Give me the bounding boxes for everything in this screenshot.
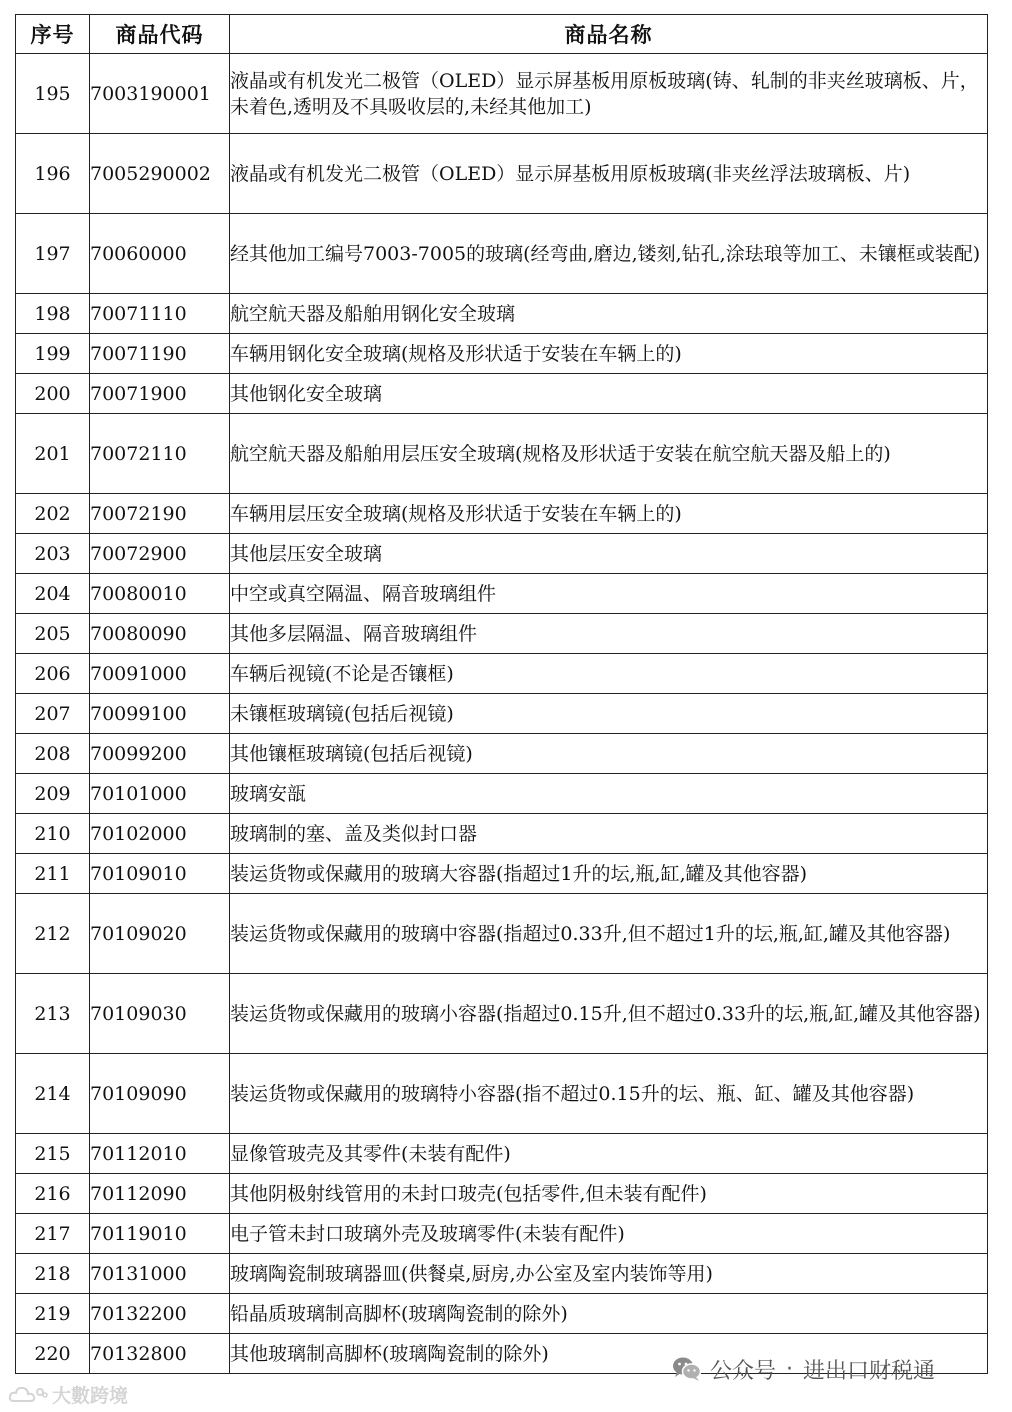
- row-name: 航空航天器及船舶用层压安全玻璃(规格及形状适于安装在航空航天器及船上的): [230, 414, 988, 494]
- row-seq: 218: [16, 1254, 90, 1294]
- footer: [0, 1348, 1012, 1412]
- table-row: [16, 734, 988, 774]
- table-row: [16, 974, 988, 1054]
- table-row: [16, 574, 988, 614]
- row-code: 70101000: [90, 774, 230, 814]
- row-seq: 195: [16, 54, 90, 134]
- row-seq: 220: [16, 1334, 90, 1374]
- table-row: [16, 1174, 988, 1214]
- row-code: 70099200: [90, 734, 230, 774]
- table-row: [16, 894, 988, 974]
- table-row: [16, 494, 988, 534]
- table-row: [16, 534, 988, 574]
- table-row: [16, 1054, 988, 1134]
- header-code: 商品代码: [90, 15, 230, 54]
- table-row: [16, 134, 988, 214]
- table-row: [16, 1134, 988, 1174]
- row-code: 7005290002: [90, 134, 230, 214]
- row-seq: 200: [16, 374, 90, 414]
- table-row: [16, 694, 988, 734]
- row-name: 玻璃制的塞、盖及类似封口器: [230, 814, 988, 854]
- row-seq: 211: [16, 854, 90, 894]
- row-name: 其他多层隔温、隔音玻璃组件: [230, 614, 988, 654]
- cloud-logo-icon: [8, 1384, 48, 1406]
- row-seq: 214: [16, 1054, 90, 1134]
- row-seq: 199: [16, 334, 90, 374]
- table-row: [16, 614, 988, 654]
- row-code: 7003190001: [90, 54, 230, 134]
- table-row: [16, 414, 988, 494]
- row-seq: 201: [16, 414, 90, 494]
- row-seq: 209: [16, 774, 90, 814]
- row-name: 经其他加工编号7003-7005的玻璃(经弯曲,磨边,镂刻,钻孔,涂珐琅等加工、未镶框或装配): [230, 214, 988, 294]
- row-code: 70080090: [90, 614, 230, 654]
- row-name: 装运货物或保藏用的玻璃中容器(指超过0.33升,但不超过1升的坛,瓶,缸,罐及其他容器): [230, 894, 988, 974]
- row-name: 玻璃陶瓷制玻璃器皿(供餐桌,厨房,办公室及室内装饰等用): [230, 1254, 988, 1294]
- row-name: 电子管未封口玻璃外壳及玻璃零件(未装有配件): [230, 1214, 988, 1254]
- row-name: 装运货物或保藏用的玻璃大容器(指超过1升的坛,瓶,缸,罐及其他容器): [230, 854, 988, 894]
- table-row: [16, 54, 988, 134]
- row-code: 70102000: [90, 814, 230, 854]
- row-code: 70071900: [90, 374, 230, 414]
- row-name: 车辆用钢化安全玻璃(规格及形状适于安装在车辆上的): [230, 334, 988, 374]
- row-code: 70072900: [90, 534, 230, 574]
- table-row: [16, 374, 988, 414]
- row-seq: 204: [16, 574, 90, 614]
- table-row: [16, 854, 988, 894]
- row-seq: 202: [16, 494, 90, 534]
- row-seq: 212: [16, 894, 90, 974]
- row-name: 车辆用层压安全玻璃(规格及形状适于安装在车辆上的): [230, 494, 988, 534]
- row-name: 未镶框玻璃镜(包括后视镜): [230, 694, 988, 734]
- row-code: 70112010: [90, 1134, 230, 1174]
- row-seq: 219: [16, 1294, 90, 1334]
- row-name: 车辆后视镜(不论是否镶框): [230, 654, 988, 694]
- row-name: 其他玻璃制高脚杯(玻璃陶瓷制的除外): [230, 1334, 988, 1374]
- table-row: [16, 294, 988, 334]
- row-seq: 217: [16, 1214, 90, 1254]
- row-code: 70119010: [90, 1214, 230, 1254]
- wechat-icon: [672, 1356, 702, 1382]
- row-name: 中空或真空隔温、隔音玻璃组件: [230, 574, 988, 614]
- row-code: 70131000: [90, 1254, 230, 1294]
- header-row: [16, 15, 988, 54]
- row-name: 铅晶质玻璃制高脚杯(玻璃陶瓷制的除外): [230, 1294, 988, 1334]
- watermark-text: 大數跨境: [52, 1385, 129, 1407]
- goods-table: [15, 14, 988, 1374]
- row-name: 其他钢化安全玻璃: [230, 374, 988, 414]
- row-code: 70109010: [90, 854, 230, 894]
- row-code: 70132800: [90, 1334, 230, 1374]
- row-seq: 216: [16, 1174, 90, 1214]
- row-seq: 213: [16, 974, 90, 1054]
- row-code: 70072110: [90, 414, 230, 494]
- row-code: 70071190: [90, 334, 230, 374]
- row-code: 70112090: [90, 1174, 230, 1214]
- row-seq: 208: [16, 734, 90, 774]
- table-row: [16, 334, 988, 374]
- table-row: [16, 1214, 988, 1254]
- row-seq: 210: [16, 814, 90, 854]
- row-code: 70091000: [90, 654, 230, 694]
- table-row: [16, 774, 988, 814]
- row-code: 70060000: [90, 214, 230, 294]
- row-code: 70132200: [90, 1294, 230, 1334]
- table-row: [16, 814, 988, 854]
- row-seq: 207: [16, 694, 90, 734]
- header-name: 商品名称: [230, 15, 988, 54]
- watermark: [8, 1381, 128, 1408]
- row-name: 其他阴极射线管用的未封口玻壳(包括零件,但未装有配件): [230, 1174, 988, 1214]
- row-seq: 215: [16, 1134, 90, 1174]
- row-name: 玻璃安瓿: [230, 774, 988, 814]
- row-name: 装运货物或保藏用的玻璃小容器(指超过0.15升,但不超过0.33升的坛,瓶,缸,罐及其他容器): [230, 974, 988, 1054]
- wechat-label: 公众号: [710, 1358, 777, 1384]
- row-code: 70072190: [90, 494, 230, 534]
- row-name: 液晶或有机发光二极管（OLED）显示屏基板用原板玻璃(非夹丝浮法玻璃板、片): [230, 134, 988, 214]
- row-code: 70080010: [90, 574, 230, 614]
- row-seq: 205: [16, 614, 90, 654]
- row-seq: 206: [16, 654, 90, 694]
- row-code: 70071110: [90, 294, 230, 334]
- row-code: 70109090: [90, 1054, 230, 1134]
- row-name: 其他层压安全玻璃: [230, 534, 988, 574]
- wechat-account-tag[interactable]: [672, 1354, 935, 1384]
- row-seq: 196: [16, 134, 90, 214]
- row-name: 其他镶框玻璃镜(包括后视镜): [230, 734, 988, 774]
- row-code: 70109020: [90, 894, 230, 974]
- footer-separator: ·: [786, 1356, 794, 1382]
- table-row: [16, 1254, 988, 1294]
- row-name: 液晶或有机发光二极管（OLED）显示屏基板用原板玻璃(铸、轧制的非夹丝玻璃板、片，未着色,透明及不具吸收层的,未经其他加工): [230, 54, 988, 134]
- table-row: [16, 1294, 988, 1334]
- row-seq: 198: [16, 294, 90, 334]
- row-name: 显像管玻壳及其零件(未装有配件): [230, 1134, 988, 1174]
- row-name: 航空航天器及船舶用钢化安全玻璃: [230, 294, 988, 334]
- row-seq: 197: [16, 214, 90, 294]
- row-code: 70099100: [90, 694, 230, 734]
- header-seq: 序号: [16, 15, 90, 54]
- table-row: [16, 654, 988, 694]
- table-row: [16, 214, 988, 294]
- row-code: 70109030: [90, 974, 230, 1054]
- account-name: 进出口财税通: [803, 1358, 936, 1384]
- row-name: 装运货物或保藏用的玻璃特小容器(指不超过0.15升的坛、瓶、缸、罐及其他容器): [230, 1054, 988, 1134]
- row-seq: 203: [16, 534, 90, 574]
